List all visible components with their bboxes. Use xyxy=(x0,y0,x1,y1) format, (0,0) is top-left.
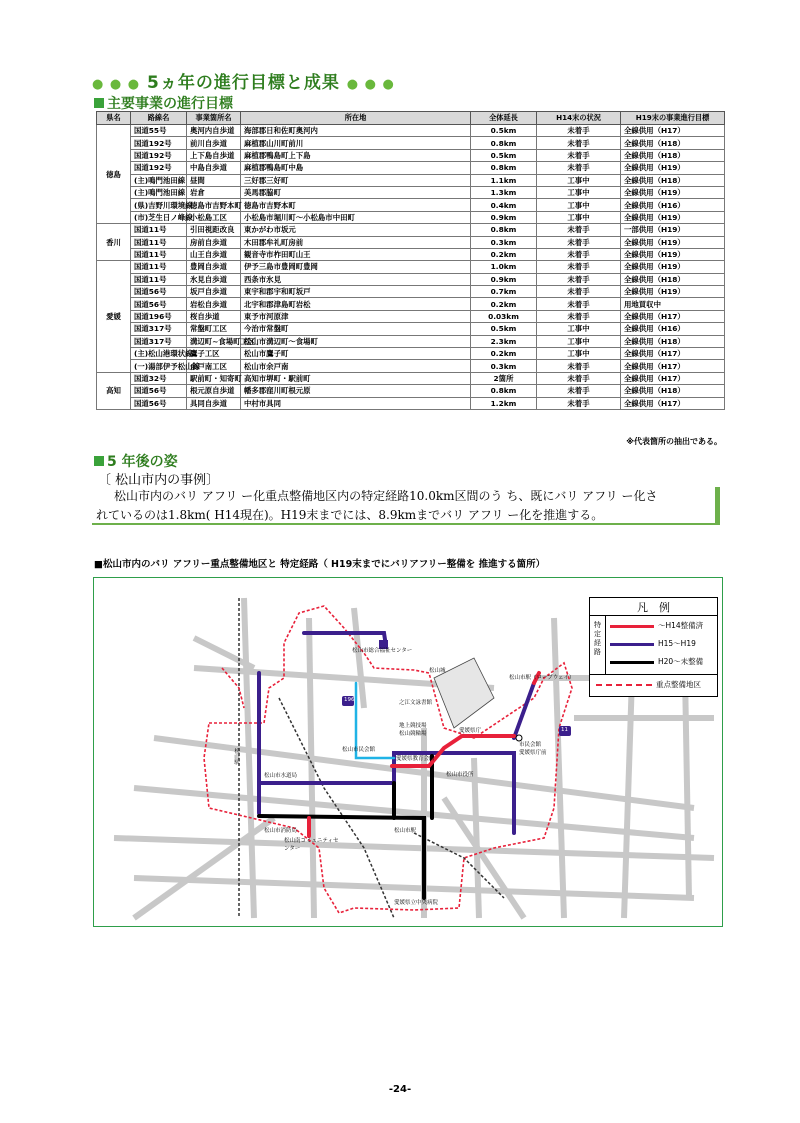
status-cell: 未着手 xyxy=(537,261,621,273)
location-cell: 北宇和郡津島町岩松 xyxy=(241,298,471,310)
table-row xyxy=(97,397,725,409)
section-heading-text: 主要事業の進行目標 xyxy=(107,96,233,112)
goal-cell: 全線供用（H16） xyxy=(621,323,725,335)
length-cell: 2箇所 xyxy=(471,372,537,384)
goal-cell: 全線供用（H19） xyxy=(621,186,725,198)
table-row xyxy=(97,286,725,298)
length-cell: 1.3km xyxy=(471,186,537,198)
length-cell: 0.3km xyxy=(471,236,537,248)
location-cell: 麻植郡鴨島町上下島 xyxy=(241,149,471,161)
table-row xyxy=(97,125,725,137)
goal-cell: 全線供用（H18） xyxy=(621,335,725,347)
site-cell: 奥河内自歩道 xyxy=(187,125,241,137)
length-cell: 0.8km xyxy=(471,224,537,236)
label-community-center: 松山南コミュニティセンター xyxy=(284,838,339,852)
route-cell: 国道56号 xyxy=(131,298,187,310)
section-heading-future xyxy=(94,451,178,471)
goal-cell: 用地買収中 xyxy=(621,298,725,310)
table-row xyxy=(97,137,725,149)
route-cell: (主)松山港環状線 xyxy=(131,348,187,360)
route-cell: (市)芝生日ノ峰線 xyxy=(131,211,187,223)
table-row xyxy=(97,360,725,372)
table-header-row xyxy=(97,112,725,125)
route-cell: 国道317号 xyxy=(131,335,187,347)
status-cell: 未着手 xyxy=(537,125,621,137)
length-cell: 0.5km xyxy=(471,149,537,161)
route-cell: (県)吉野川環境線 xyxy=(131,199,187,211)
length-cell: 0.8km xyxy=(471,385,537,397)
label-water-bureau: 松山市水道局 xyxy=(264,773,298,779)
location-cell: 三好郡三好町 xyxy=(241,174,471,186)
length-cell: 0.03km xyxy=(471,310,537,322)
route-cell: 国道192号 xyxy=(131,162,187,174)
location-cell: 小松島市堀川町～小松島市中田町 xyxy=(241,211,471,223)
goal-cell: 全線供用（H17） xyxy=(621,125,725,137)
length-cell: 1.1km xyxy=(471,174,537,186)
table-row xyxy=(97,273,725,285)
status-cell: 未着手 xyxy=(537,149,621,161)
length-cell: 0.8km xyxy=(471,162,537,174)
page-number: -24- xyxy=(388,1084,412,1095)
site-cell: 鷹子工区 xyxy=(187,348,241,360)
legend-swatch xyxy=(610,625,654,628)
status-cell: 未着手 xyxy=(537,397,621,409)
location-cell: 松山市鷹子町 xyxy=(241,348,471,360)
status-cell: 未着手 xyxy=(537,298,621,310)
label-stadium: 地上競技場 xyxy=(399,723,427,729)
site-cell: 昼間 xyxy=(187,174,241,186)
site-cell: 岩倉 xyxy=(187,186,241,198)
label-keirin: 松山競輪場 xyxy=(399,731,427,737)
location-cell: 木田郡牟礼町房前 xyxy=(241,236,471,248)
status-cell: 未着手 xyxy=(537,385,621,397)
label-pref-office: 愛媛県庁 xyxy=(459,728,482,734)
status-cell: 未着手 xyxy=(537,162,621,174)
title-dots-right: ● ● ● xyxy=(346,77,395,92)
table-row xyxy=(97,248,725,260)
status-cell: 未着手 xyxy=(537,286,621,298)
location-cell: 海部郡日和佐町奥河内 xyxy=(241,125,471,137)
status-cell: 工事中 xyxy=(537,335,621,347)
goal-cell: 全線供用（H19） xyxy=(621,286,725,298)
paragraph-line-1: 松山市内のバリ アフリ ー化重点整備地区内の特定経路10.0km区間のう ち、既にバリ アフリ ー化さ xyxy=(114,489,658,503)
pref-cell: 愛媛 xyxy=(97,261,131,373)
label-ropeway: 松山市駅（ロープウェイ） xyxy=(509,675,575,681)
table-row xyxy=(97,149,725,161)
length-cell: 1.0km xyxy=(471,261,537,273)
location-cell: 美馬郡脇町 xyxy=(241,186,471,198)
status-cell: 工事中 xyxy=(537,211,621,223)
goal-cell: 全線供用（H16） xyxy=(621,199,725,211)
goal-cell: 全線供用（H18） xyxy=(621,385,725,397)
location-cell: 麻植郡鴨島町中島 xyxy=(241,162,471,174)
route-cell: (主)鳴門池田線 xyxy=(131,174,187,186)
goal-cell: 全線供用（H19） xyxy=(621,211,725,223)
status-cell: 工事中 xyxy=(537,323,621,335)
site-cell: 徳島市吉野本町 xyxy=(187,199,241,211)
length-cell: 0.9km xyxy=(471,211,537,223)
table-row xyxy=(97,224,725,236)
map-title: ■松山市内のバリ アフリー重点整備地区と 特定経路（ H19末までにバリアフリー整備を 推進する箇所） xyxy=(94,559,546,570)
route-cell: 国道196号 xyxy=(131,310,187,322)
location-cell: 麻植郡山川町前川 xyxy=(241,137,471,149)
route-cell: 国道11号 xyxy=(131,261,187,273)
legend-group-label: 特定経路 xyxy=(594,621,601,656)
route-cell: 国道11号 xyxy=(131,224,187,236)
legend-swatch xyxy=(596,684,652,686)
length-cell: 0.7km xyxy=(471,286,537,298)
header-route: 路線名 xyxy=(131,112,187,125)
route-north xyxy=(304,633,386,646)
location-cell: 東予市河原津 xyxy=(241,310,471,322)
map-legend xyxy=(589,597,718,697)
case-paragraph xyxy=(92,487,720,525)
goal-cell: 全線供用（H18） xyxy=(621,137,725,149)
table-row xyxy=(97,348,725,360)
label-museum: 之江文詠書館 xyxy=(399,700,433,706)
legend-item-district: 重点整備地区 xyxy=(596,679,701,690)
route-cell: 国道192号 xyxy=(131,149,187,161)
length-cell: 0.4km xyxy=(471,199,537,211)
status-cell: 未着手 xyxy=(537,224,621,236)
site-cell: 桜自歩道 xyxy=(187,310,241,322)
site-cell: 引田視距改良 xyxy=(187,224,241,236)
table-row xyxy=(97,385,725,397)
location-cell: 松山市溝辺町～食場町 xyxy=(241,335,471,347)
goal-cell: 一部供用（H19） xyxy=(621,224,725,236)
table-row xyxy=(97,323,725,335)
route-cell: (一)湯部伊予松山線 xyxy=(131,360,187,372)
header-pref: 県名 xyxy=(97,112,131,125)
label-city-hall: 松山市役所 xyxy=(446,772,474,778)
site-cell: 中島自歩道 xyxy=(187,162,241,174)
goal-cell: 全線供用（H19） xyxy=(621,236,725,248)
length-cell: 1.2km xyxy=(471,397,537,409)
location-cell: 伊予三島市豊岡町豊岡 xyxy=(241,261,471,273)
barrier-free-map xyxy=(93,577,723,927)
goal-cell: 全線供用（H17） xyxy=(621,372,725,384)
location-cell: 観音寺市柞田町山王 xyxy=(241,248,471,260)
table-row xyxy=(97,236,725,248)
table-row xyxy=(97,199,725,211)
site-cell: 常盤町工区 xyxy=(187,323,241,335)
route-cell: (主)鳴門池田線 xyxy=(131,186,187,198)
route-cell: 国道11号 xyxy=(131,273,187,285)
status-cell: 工事中 xyxy=(537,199,621,211)
table-row xyxy=(97,372,725,384)
length-cell: 0.9km xyxy=(471,273,537,285)
label-196: 196 xyxy=(344,697,355,703)
table-row xyxy=(97,310,725,322)
header-goal: H19末の事業進行目標 xyxy=(621,112,725,125)
location-cell: 東宇和郡宇和町坂戸 xyxy=(241,286,471,298)
location-cell: 徳島市吉野本町 xyxy=(241,199,471,211)
progress-table xyxy=(96,111,725,410)
site-cell: 山王自歩道 xyxy=(187,248,241,260)
site-cell: 駅前町・知寄町 xyxy=(187,372,241,384)
section-heading-text: 5 年後の姿 xyxy=(107,454,178,470)
status-cell: 未着手 xyxy=(537,137,621,149)
table-row xyxy=(97,335,725,347)
square-bullet-icon xyxy=(94,456,104,466)
section-heading-goals xyxy=(94,93,233,113)
length-cell: 0.5km xyxy=(471,125,537,137)
label-pref-office-front: 愛媛県庁前 xyxy=(519,750,547,756)
site-cell: 房前自歩道 xyxy=(187,236,241,248)
table-note: ※代表箇所の抽出である。 xyxy=(626,437,722,446)
header-status: H14末の状況 xyxy=(537,112,621,125)
table-row xyxy=(97,261,725,273)
header-site: 事業箇所名 xyxy=(187,112,241,125)
label-civic-hall-2: 市民会館 xyxy=(519,742,542,748)
label-civic-hall: 松山市民会館 xyxy=(342,747,376,753)
length-cell: 2.3km xyxy=(471,335,537,347)
length-cell: 0.2km xyxy=(471,248,537,260)
legend-item-h15-h19: H15～H19 xyxy=(610,638,696,649)
goal-cell: 全線供用（H19） xyxy=(621,248,725,260)
goal-cell: 全線供用（H17） xyxy=(621,360,725,372)
goal-cell: 全線供用（H19） xyxy=(621,261,725,273)
site-cell: 小松島工区 xyxy=(187,211,241,223)
goal-cell: 全線供用（H18） xyxy=(621,174,725,186)
status-cell: 工事中 xyxy=(537,348,621,360)
location-cell: 松山市余戸南 xyxy=(241,360,471,372)
pref-cell: 香川 xyxy=(97,224,131,261)
site-cell: 氷見自歩道 xyxy=(187,273,241,285)
route-cell: 国道11号 xyxy=(131,236,187,248)
label-welfare-center: 松山市総合福祉センター xyxy=(352,648,413,654)
status-cell: 工事中 xyxy=(537,174,621,186)
goal-cell: 全線供用（H17） xyxy=(621,348,725,360)
site-cell: 豊岡自歩道 xyxy=(187,261,241,273)
length-cell: 0.2km xyxy=(471,298,537,310)
status-cell: 未着手 xyxy=(537,248,621,260)
route-cell: 国道11号 xyxy=(131,248,187,260)
location-cell: 今治市常盤町 xyxy=(241,323,471,335)
length-cell: 0.5km xyxy=(471,323,537,335)
label-fire-bureau: 松山市消防局 xyxy=(264,828,298,834)
legend-item-completed: ～H14整備済 xyxy=(610,620,703,631)
length-cell: 0.3km xyxy=(471,360,537,372)
header-location: 所在地 xyxy=(241,112,471,125)
site-cell: 上下島自歩道 xyxy=(187,149,241,161)
table-row xyxy=(97,186,725,198)
site-cell: 余戸南工区 xyxy=(187,360,241,372)
pref-cell: 徳島 xyxy=(97,125,131,224)
status-cell: 未着手 xyxy=(537,236,621,248)
legend-item-h20: H20～未整備 xyxy=(610,656,703,667)
goal-cell: 全線供用（H18） xyxy=(621,149,725,161)
location-cell: 高知市堺町・駅前町 xyxy=(241,372,471,384)
page-title xyxy=(92,68,395,93)
route-cell: 国道56号 xyxy=(131,286,187,298)
location-cell: 幡多郡窪川町根元原 xyxy=(241,385,471,397)
goal-cell: 全線供用（H17） xyxy=(621,310,725,322)
site-cell: 坂戸自歩道 xyxy=(187,286,241,298)
title-text: 5ヵ年の進行目標と成果 xyxy=(147,73,340,93)
label-castle: 松山城 xyxy=(429,668,446,674)
route-cell: 国道192号 xyxy=(131,137,187,149)
legend-swatch xyxy=(610,643,654,646)
location-cell: 西条市氷見 xyxy=(241,273,471,285)
paragraph-line-2: れているのは1.8km( H14現在)。H19末までには、8.9kmまでバリ アフリ ー化を推進する。 xyxy=(96,508,604,522)
label-route-11: 11 xyxy=(561,727,568,733)
site-cell: 岩松自歩道 xyxy=(187,298,241,310)
route-cell: 国道56号 xyxy=(131,385,187,397)
route-northeast xyxy=(514,683,534,738)
goal-cell: 全線供用（H18） xyxy=(621,273,725,285)
table-row xyxy=(97,211,725,223)
status-cell: 未着手 xyxy=(537,310,621,322)
location-cell: 東かがわ市坂元 xyxy=(241,224,471,236)
route-cell: 国道317号 xyxy=(131,323,187,335)
goal-cell: 全線供用（H17） xyxy=(621,397,725,409)
site-cell: 前川自歩道 xyxy=(187,137,241,149)
legend-title: 凡 例 xyxy=(637,601,670,614)
pref-cell: 高知 xyxy=(97,372,131,409)
title-dots-left: ● ● ● xyxy=(92,77,141,92)
site-cell: 溝辺町~食場町工区 xyxy=(187,335,241,347)
header-length: 全体延長 xyxy=(471,112,537,125)
label-central-hospital: 愛媛県立中央病院 xyxy=(394,900,439,906)
label-education-hall: 愛媛県教育会館 xyxy=(396,756,435,762)
length-cell: 0.2km xyxy=(471,348,537,360)
status-cell: 未着手 xyxy=(537,273,621,285)
label-matsuyama-station: 松山駅 xyxy=(233,748,239,765)
location-cell: 中村市具同 xyxy=(241,397,471,409)
square-bullet-icon xyxy=(94,98,104,108)
table-row xyxy=(97,298,725,310)
goal-cell: 全線供用（H19） xyxy=(621,162,725,174)
status-cell: 未着手 xyxy=(537,360,621,372)
table-row xyxy=(97,162,725,174)
route-cell: 国道32号 xyxy=(131,372,187,384)
table-row xyxy=(97,174,725,186)
site-cell: 根元原自歩道 xyxy=(187,385,241,397)
route-cell: 国道56号 xyxy=(131,397,187,409)
legend-swatch xyxy=(610,661,654,664)
status-cell: 未着手 xyxy=(537,372,621,384)
case-heading: 〔 松山市内の事例〕 xyxy=(98,473,220,488)
route-cell: 国道55号 xyxy=(131,125,187,137)
label-city-station: 松山市駅 xyxy=(394,828,417,834)
site-cell: 具同自歩道 xyxy=(187,397,241,409)
status-cell: 工事中 xyxy=(537,186,621,198)
length-cell: 0.8km xyxy=(471,137,537,149)
